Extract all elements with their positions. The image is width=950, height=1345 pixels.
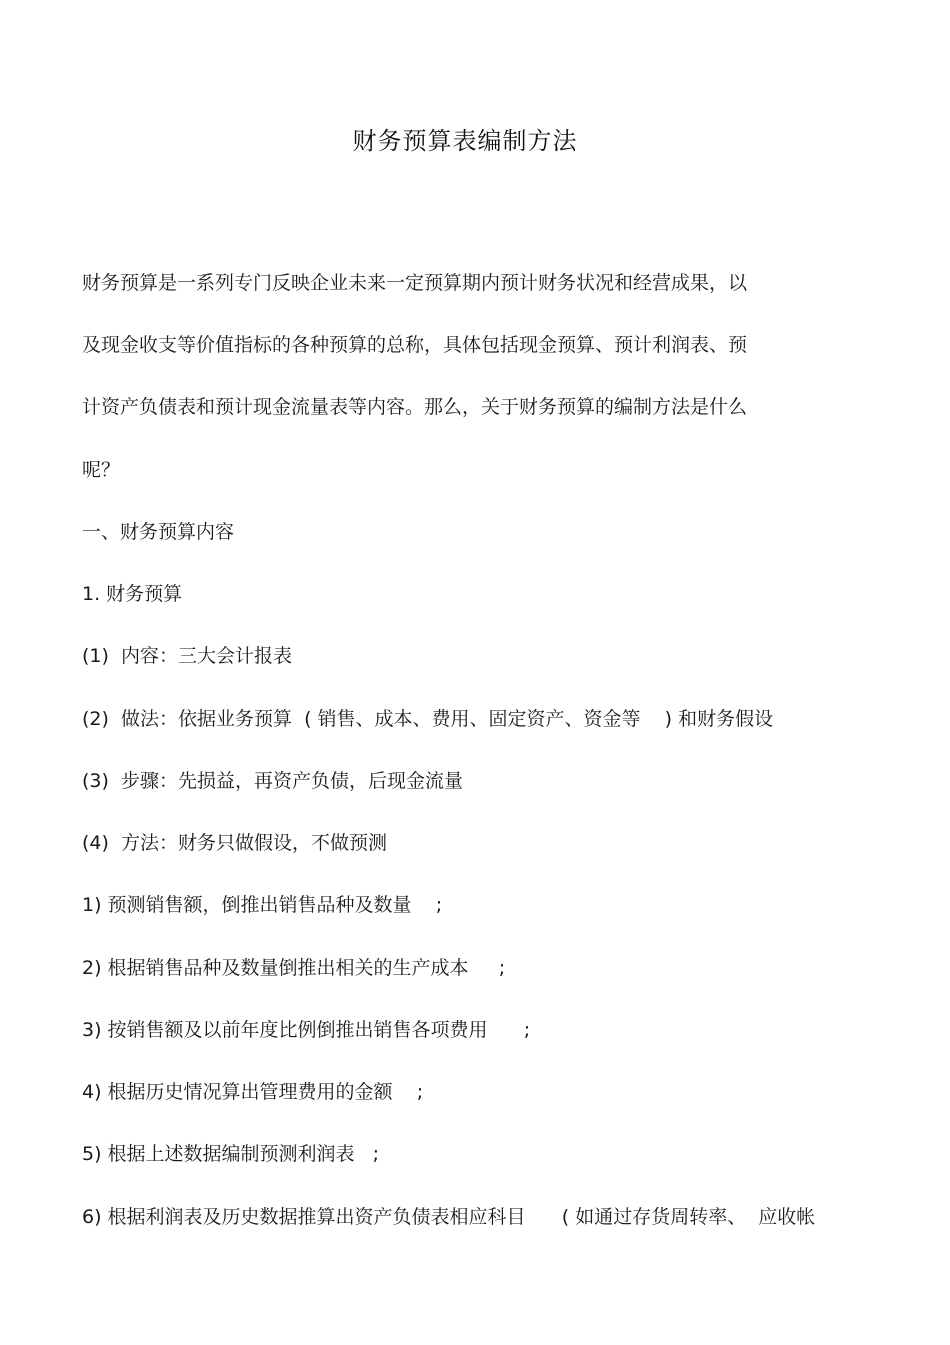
list-item: 6) 根据利润表及历史数据推算出资产负债表相应科目 ( 如通过存货周转率、 应收帐: [82, 1206, 816, 1228]
document-title: 财务预算表编制方法: [352, 127, 578, 155]
paragraph-line: 呢？: [82, 459, 121, 481]
list-item: 1) 预测销售额，倒推出销售品种及数量 ;: [82, 894, 443, 916]
subsection-heading: 1. 财务预算: [82, 583, 183, 605]
list-item: 2) 根据销售品种及数量倒推出相关的生产成本 ;: [82, 957, 506, 979]
paragraph-line: 计资产负债表和预计现金流量表等内容。那么，关于财务预算的编制方法是什么: [82, 396, 748, 418]
list-item: (3) 步骤：先损益，再资产负债，后现金流量: [82, 770, 463, 792]
list-item: (4) 方法：财务只做假设，不做预测: [82, 832, 387, 854]
list-item: (2) 做法：依据业务预算 ( 销售、成本、费用、固定资产、资金等 ) 和财务假设: [82, 708, 774, 730]
paragraph-line: 财务预算是一系列专门反映企业未来一定预算期内预计财务状况和经营成果，以: [82, 272, 748, 294]
list-item: 4) 根据历史情况算出管理费用的金额 ;: [82, 1081, 424, 1103]
paragraph-line: 及现金收支等价值指标的各种预算的总称，具体包括现金预算、预计利润表、预: [82, 334, 748, 356]
list-item: 3) 按销售额及以前年度比例倒推出销售各项费用 ;: [82, 1019, 531, 1041]
list-item: 5) 根据上述数据编制预测利润表 ;: [82, 1143, 380, 1165]
section-heading: 一、财务预算内容: [82, 521, 235, 543]
list-item: (1) 内容：三大会计报表: [82, 645, 292, 667]
